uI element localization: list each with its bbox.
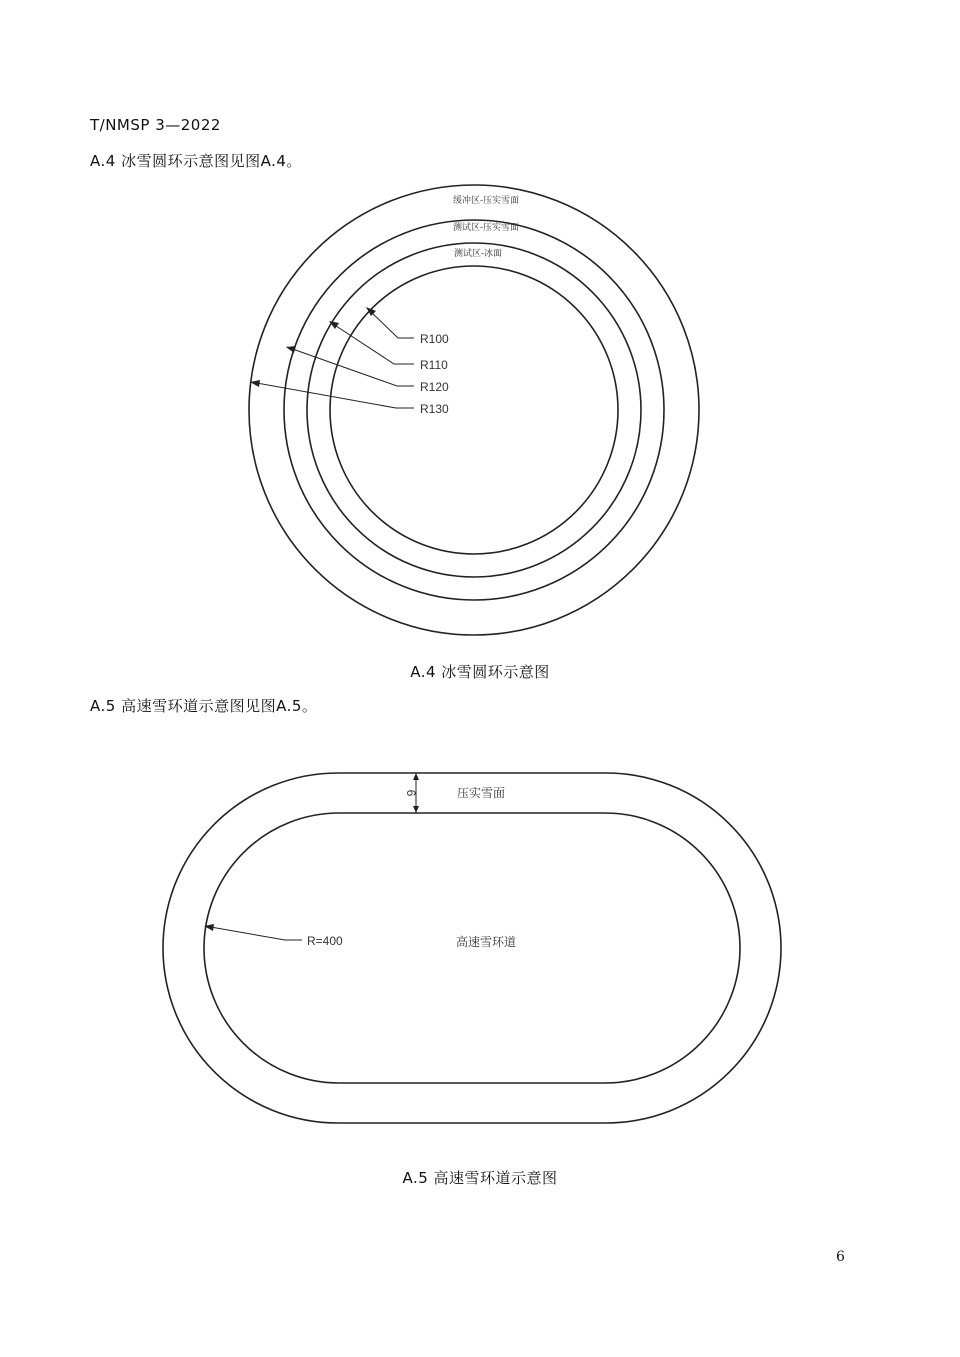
figure-a4-ice-snow-rings bbox=[249, 185, 699, 635]
radius-label-r400: R=400 bbox=[307, 934, 343, 948]
section-a5-intro: A.5 高速雪环道示意图见图A.5。 bbox=[90, 697, 318, 715]
track-label: 高速雪环道 bbox=[456, 935, 517, 949]
ring-r100 bbox=[330, 266, 618, 554]
radius-label-r110: R110 bbox=[420, 358, 448, 372]
ring-r120 bbox=[284, 220, 664, 600]
zone-label-test-snow: 测试区-压实雪面 bbox=[452, 223, 520, 233]
zone-label-buffer: 缓冲区-压实雪面 bbox=[452, 196, 520, 206]
width-dimension-label: 6 bbox=[404, 789, 418, 797]
radius-leader-r100 bbox=[366, 307, 414, 338]
figure-a5-caption: A.5 高速雪环道示意图 bbox=[402, 1169, 558, 1187]
radius-leader-r400 bbox=[204, 924, 302, 940]
radius-label-r120: R120 bbox=[420, 380, 449, 394]
page-number: 6 bbox=[836, 1249, 845, 1265]
section-a4-intro: A.4 冰雪圆环示意图见图A.4。 bbox=[90, 152, 302, 170]
radius-label-r100: R100 bbox=[420, 332, 449, 346]
zone-label-test-ice: 测试区-冰面 bbox=[453, 249, 503, 259]
width-dimension bbox=[404, 773, 419, 813]
figure-a4-caption: A.4 冰雪圆环示意图 bbox=[410, 663, 550, 681]
figure-a5-high-speed-snow-track bbox=[163, 773, 781, 1123]
document-id: T/NMSP 3—2022 bbox=[90, 116, 221, 134]
radius-leader-r120 bbox=[286, 346, 414, 386]
ring-r110 bbox=[307, 243, 641, 577]
surface-label: 压实雪面 bbox=[457, 786, 506, 800]
radius-label-r130: R130 bbox=[420, 402, 449, 416]
radius-leader-r110 bbox=[329, 321, 414, 364]
